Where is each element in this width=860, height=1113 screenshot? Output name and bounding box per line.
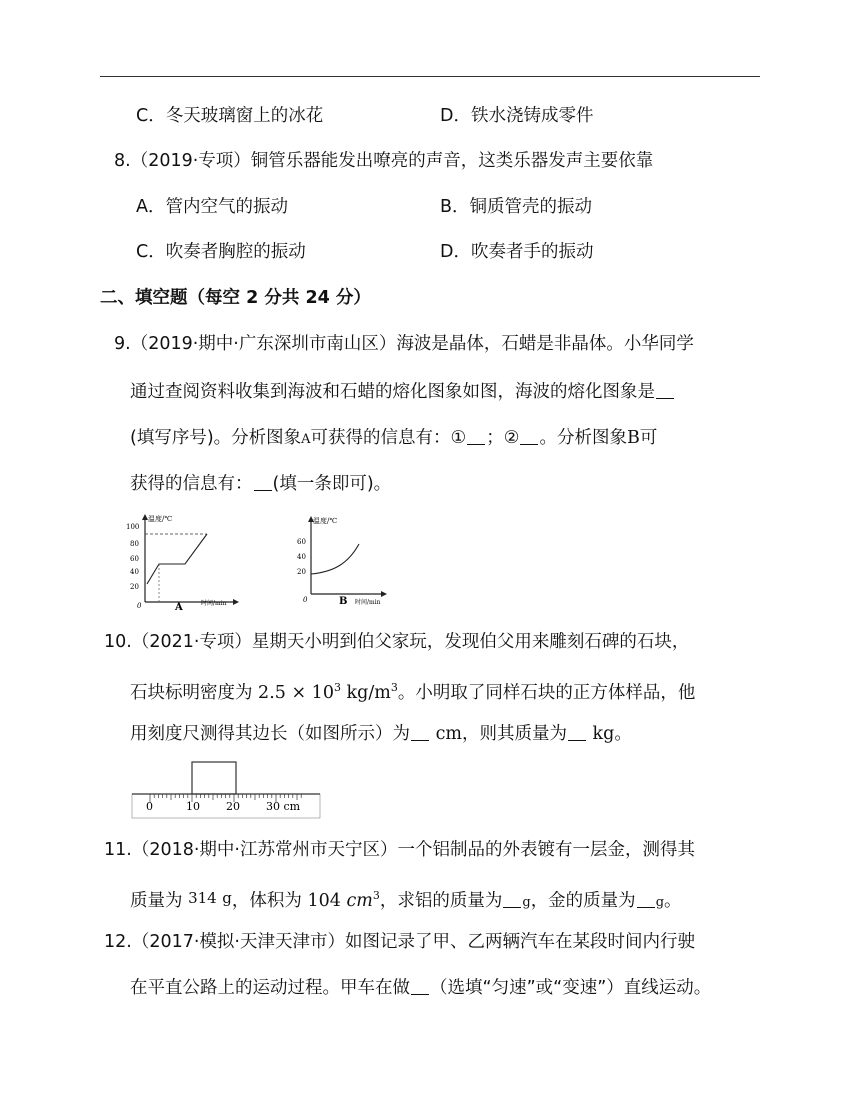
header-rule	[100, 76, 760, 77]
graph-b-ytick: 40	[297, 553, 306, 561]
q10-line1: 10.（2021·专项）星期天小明到伯父家玩，发现伯父用来雕刻石碑的石块，	[104, 632, 690, 652]
q12-line1: 12.（2017·模拟·天津天津市）如图记录了甲、乙两辆汽车在某段时间内行驶	[104, 932, 695, 952]
answer-blank[interactable]	[411, 724, 429, 741]
graph-a-ytick: 100	[126, 523, 140, 531]
q8-option-a: A．管内空气的振动	[136, 197, 288, 217]
graph-b-ytick: 60	[297, 538, 306, 546]
graph-b-origin: 0	[303, 596, 308, 604]
q8-option-b: B．铜质管壳的振动	[440, 197, 593, 217]
section-title: 二、填空题（每空 2 分共 24 分）	[100, 288, 371, 308]
graph-a-ytick: 80	[130, 540, 139, 548]
graph-b-curve	[311, 544, 359, 574]
graph-b-ytick: 20	[297, 568, 306, 576]
graph-a-ylabel: 温度/℃	[148, 515, 173, 523]
melting-graph-a	[125, 512, 240, 612]
q11-line1: 11.（2018·期中·江苏常州市天宁区）一个铝制品的外表镀有一层金，测得其	[104, 840, 695, 860]
q9-line1: 9.（2019·期中·广东深圳市南山区）海波是晶体，石蜡是非晶体。小华同学	[114, 334, 694, 354]
answer-blank[interactable]	[467, 428, 485, 445]
ruler-label: 10	[186, 800, 200, 813]
q9-line2: 通过查阅资料收集到海波和石蜡的熔化图象如图，海波的熔化图象是	[130, 381, 675, 403]
q9-line3: (填写序号)。分析图象A可获得的信息有：① ；② 。分析图象B可	[130, 428, 658, 448]
q11-line2: 质量为 314 g，体积为 104 $cm^3$，求铝的质量为 g，金的质量为 g。	[130, 888, 682, 911]
ruler-figure	[130, 760, 325, 820]
ruler-label: 30 cm	[266, 800, 301, 813]
q10-line2: 石块标明密度为 $2.5 \times 10^3$ $kg/m^3$。小明取了同样石块的正方体样品，他	[130, 681, 696, 703]
graph-a-caption: A	[175, 602, 183, 612]
graph-a-xlabel: 时间/min	[201, 600, 227, 607]
answer-blank[interactable]	[254, 474, 272, 491]
ruler-label: 20	[226, 800, 240, 813]
answer-blank[interactable]	[568, 724, 586, 741]
q7-option-c: C．冬天玻璃窗上的冰花	[136, 106, 324, 126]
melting-graph-b	[293, 512, 408, 607]
q8-option-c: C．吹奏者胸腔的振动	[136, 242, 306, 262]
ruler-label: 0	[146, 800, 153, 813]
q10-line3: 用刻度尺测得其边长（如图所示）为 cm，则其质量为 kg。	[130, 724, 632, 744]
graph-a-origin: 0	[137, 602, 142, 610]
graph-a-ytick: 20	[130, 583, 139, 591]
answer-blank[interactable]	[411, 978, 429, 995]
q9-line4: 获得的信息有： (填一条即可)。	[130, 474, 392, 494]
graph-b-xlabel: 时间/min	[355, 599, 381, 606]
answer-blank[interactable]	[656, 382, 674, 399]
graph-a-ytick: 40	[130, 568, 139, 576]
stone-cube	[192, 762, 236, 794]
answer-blank[interactable]	[520, 428, 538, 445]
graph-a-curve	[147, 534, 207, 584]
graph-b-ylabel: 温度/℃	[313, 517, 338, 525]
q7-option-d: D．铁水浇铸成零件	[440, 106, 594, 126]
graph-b-caption: B	[339, 596, 348, 607]
answer-blank[interactable]	[503, 891, 521, 908]
q8-option-d: D．吹奏者手的振动	[440, 242, 594, 262]
q8-stem: 8.（2019·专项）铜管乐器能发出嘹亮的声音，这类乐器发声主要依靠	[114, 151, 654, 171]
q12-line2: 在平直公路上的运动过程。甲车在做 （选填“匀速”或“变速”）直线运动。	[130, 978, 712, 998]
graph-a-ytick: 60	[130, 555, 139, 563]
answer-blank[interactable]	[637, 891, 655, 908]
